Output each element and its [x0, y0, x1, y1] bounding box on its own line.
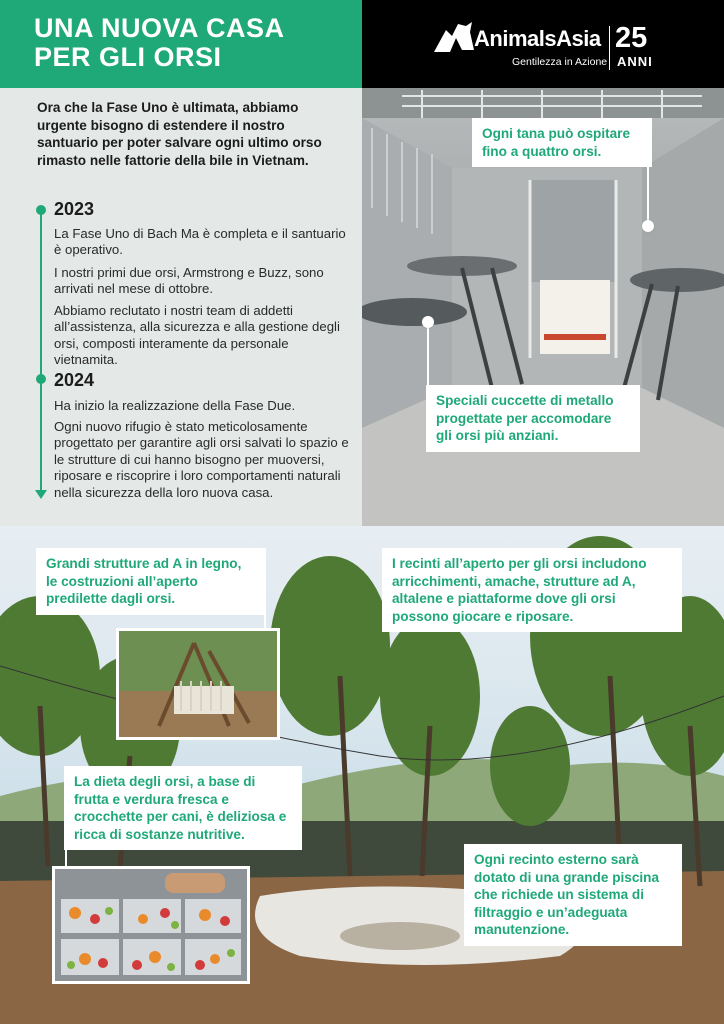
anniversary-years: 25	[615, 22, 648, 54]
brand-divider	[609, 26, 610, 70]
callout-pin	[422, 316, 434, 328]
food-trays-photo	[52, 866, 250, 984]
callout-leader	[647, 160, 649, 224]
timeline-dot-2023	[36, 205, 46, 215]
callout-metal-beds: Speciali cuccette di metallo progettate per accomodare gli orsi più anziani.	[426, 385, 640, 452]
a-frame-photo	[116, 628, 280, 740]
callout-a-frames: Grandi strutture ad A in legno, le costruzioni all’aperto predilette dagli orsi.	[36, 548, 266, 615]
brand-name: AnimalsAsia	[474, 26, 601, 51]
timeline-paragraph: I nostri primi due orsi, Armstrong e Buzz, sono arrivati nel mese di ottobre.	[54, 265, 324, 297]
timeline-dot-2024	[36, 374, 46, 384]
timeline-paragraph: Ha inizio la realizzazione della Fase Due.	[54, 398, 296, 413]
callout-pool: Ogni recinto esterno sarà dotato di una grande piscina che richiede un sistema di filtraggio e un’adeguata manutenzione.	[464, 844, 682, 946]
callout-diet: La dieta degli orsi, a base di frutta e verdura fresca e crocchette per cani, è deliziosa e ricca di sostanze nutritive.	[64, 766, 302, 850]
brand-tagline: Gentilezza in Azione	[512, 56, 608, 68]
page-title: UNA NUOVA CASA PER GLI ORSI	[34, 13, 285, 72]
timeline-line	[40, 209, 42, 494]
callout-pin	[642, 220, 654, 232]
callout-leader	[427, 322, 429, 390]
callout-den-capacity: Ogni tana può ospitare fino a quattro orsi.	[472, 118, 652, 167]
timeline-year: 2023	[54, 199, 95, 219]
timeline-paragraph: La Fase Uno di Bach Ma è completa e il santuario è operativo.	[54, 226, 346, 258]
bear-logo-icon	[432, 20, 476, 54]
intro-text: Ora che la Fase Uno è ultimata, abbiamo urgente bisogno di estendere il nostro santuario per poter salvare ogni ultimo orso rimasto nelle fattorie della bile in Vietnam.	[37, 100, 322, 168]
timeline-paragraph: Ogni nuovo rifugio è stato meticolosamente progettato per garantire agli orsi salvati lo spazio e le strutture di cui hanno bisogno per muoversi, riposare e riscoprire i loro comportamenti naturali nella sicurezza della loro nuova casa.	[54, 419, 349, 500]
anniversary-label: ANNI	[617, 54, 653, 69]
timeline-arrow-icon	[35, 490, 47, 499]
callout-outdoor-enclosures: I recinti all’aperto per gli orsi includono arricchimenti, amache, strutture ad A, altalene e piattaforme dove gli orsi possono giocare e riposare.	[382, 548, 682, 632]
timeline-paragraph: Abbiamo reclutato i nostri team di addetti all’assistenza, alla sicurezza e alla gestione degli orsi, composti interamente da personale vietnamita.	[54, 303, 340, 368]
timeline-year: 2024	[54, 370, 95, 390]
